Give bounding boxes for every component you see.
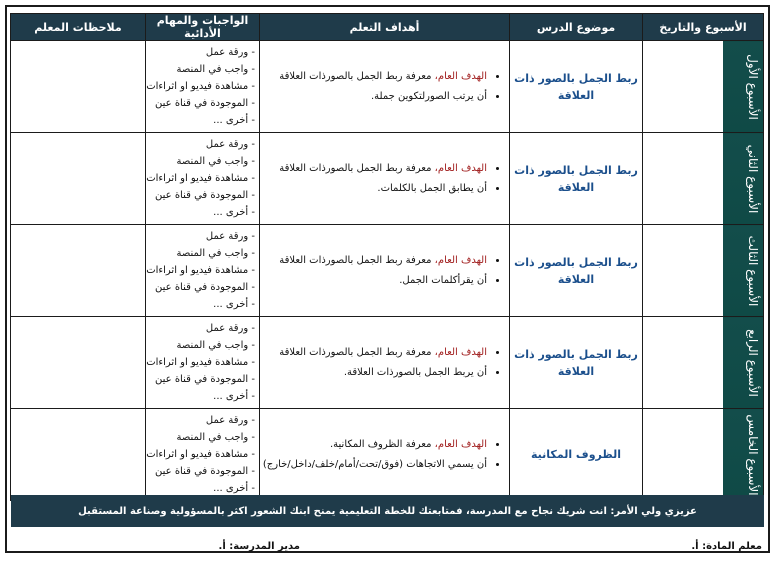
table-row bbox=[11, 409, 764, 501]
lesson-topic: ربط الجمل بالصور ذات العلاقة bbox=[510, 225, 643, 317]
goal-key-label: الهدف العام، bbox=[434, 162, 487, 174]
learning-goals bbox=[260, 133, 510, 225]
task-video: - مشاهدة فيديو او اثراءات bbox=[146, 446, 255, 463]
goals-list bbox=[260, 159, 509, 199]
week-label: الأسبوع الثالث bbox=[746, 235, 760, 306]
tasks-cell bbox=[146, 41, 260, 133]
goal-second: • أن يسمي الاتجاهات (فوق/تحت/أمام/خلف/داخل/خارج) bbox=[260, 455, 487, 475]
task-platform: - واجب في المنصة bbox=[146, 61, 255, 78]
goal-main bbox=[260, 435, 487, 455]
task-video: - مشاهدة فيديو او اثراءات bbox=[146, 262, 255, 279]
goals-list bbox=[260, 435, 509, 475]
task-ain-channel: - الموجودة في قناة عين bbox=[146, 371, 255, 388]
week-cell-strip bbox=[643, 225, 723, 316]
lesson-topic: الظروف المكانية bbox=[510, 409, 643, 501]
week-cell bbox=[643, 409, 764, 501]
goals-list bbox=[260, 67, 509, 107]
task-platform: - واجب في المنصة bbox=[146, 337, 255, 354]
task-platform: - واجب في المنصة bbox=[146, 245, 255, 262]
table-row bbox=[11, 317, 764, 409]
task-video: - مشاهدة فيديو او اثراءات bbox=[146, 170, 255, 187]
lesson-topic: ربط الجمل بالصور ذات العلاقة bbox=[510, 317, 643, 409]
header-week: الأسبوع والتاريخ bbox=[643, 14, 764, 41]
task-other: - أخرى ... bbox=[146, 480, 255, 497]
goal-key-label: الهدف العام، bbox=[434, 438, 487, 450]
tasks-list bbox=[146, 228, 259, 313]
task-other: - أخرى ... bbox=[146, 112, 255, 129]
week-cell-strip bbox=[643, 41, 723, 132]
weekly-plan-table bbox=[10, 13, 764, 501]
week-label: الأسبوع الأول bbox=[746, 53, 760, 120]
week-cell bbox=[643, 317, 764, 409]
header-row bbox=[11, 14, 764, 41]
week-cell bbox=[643, 225, 764, 317]
weekly-plan-page bbox=[5, 5, 770, 553]
learning-goals bbox=[260, 317, 510, 409]
teacher-notes-cell[interactable] bbox=[11, 409, 146, 501]
task-ain-channel: - الموجودة في قناة عين bbox=[146, 95, 255, 112]
learning-goals bbox=[260, 409, 510, 501]
learning-goals bbox=[260, 225, 510, 317]
task-video: - مشاهدة فيديو او اثراءات bbox=[146, 78, 255, 95]
task-platform: - واجب في المنصة bbox=[146, 429, 255, 446]
subject-teacher-label: معلم المادة: أ. bbox=[691, 541, 762, 552]
goal-main bbox=[260, 343, 487, 363]
week-label: الأسبوع الرابع bbox=[746, 328, 760, 397]
goal-second: • أن يربط الجمل بالصورذات العلاقة. bbox=[260, 363, 487, 383]
task-ain-channel: - الموجودة في قناة عين bbox=[146, 463, 255, 480]
task-ain-channel: - الموجودة في قناة عين bbox=[146, 279, 255, 296]
goals-list bbox=[260, 343, 509, 383]
week-cell-strip bbox=[643, 409, 723, 500]
header-topic: موضوع الدرس bbox=[510, 14, 643, 41]
goal-second: • أن يرتب الصورلتكوين جملة. bbox=[260, 87, 487, 107]
header-goals: أهداف التعلم bbox=[260, 14, 510, 41]
tasks-list bbox=[146, 412, 259, 497]
goal-main bbox=[260, 251, 487, 271]
week-cell-strip bbox=[643, 317, 723, 408]
teacher-notes-cell[interactable] bbox=[11, 41, 146, 133]
goal-main-text: معرفة ربط الجمل بالصورذات العلاقة bbox=[279, 70, 432, 82]
teacher-notes-cell[interactable] bbox=[11, 133, 146, 225]
goals-list bbox=[260, 251, 509, 291]
tasks-list bbox=[146, 320, 259, 405]
lesson-topic: ربط الجمل بالصور ذات العلاقة bbox=[510, 41, 643, 133]
week-label: الأسبوع الخامس bbox=[746, 413, 760, 496]
goal-second: • أن يطابق الجمل بالكلمات. bbox=[260, 179, 487, 199]
task-other: - أخرى ... bbox=[146, 296, 255, 313]
goal-main-text: معرفة الظروف المكانية. bbox=[330, 438, 432, 450]
learning-goals bbox=[260, 41, 510, 133]
goal-main-text: معرفة ربط الجمل بالصورذات العلاقة bbox=[279, 162, 432, 174]
tasks-cell bbox=[146, 317, 260, 409]
goal-main bbox=[260, 67, 487, 87]
week-cell bbox=[643, 41, 764, 133]
table-row bbox=[11, 41, 764, 133]
week-cell bbox=[643, 133, 764, 225]
goal-second: • أن يقرأكلمات الجمل. bbox=[260, 271, 487, 291]
task-video: - مشاهدة فيديو او اثراءات bbox=[146, 354, 255, 371]
goal-main-text: معرفة ربط الجمل بالصورذات العلاقة bbox=[279, 346, 432, 358]
header-notes: ملاحظات المعلم bbox=[11, 14, 146, 41]
task-worksheet: - ورقة عمل bbox=[146, 44, 255, 61]
goal-key-label: الهدف العام، bbox=[434, 70, 487, 82]
week-label: الأسبوع الثاني bbox=[746, 144, 760, 213]
week-cell-strip bbox=[643, 133, 723, 224]
tasks-cell bbox=[146, 409, 260, 501]
tasks-list bbox=[146, 136, 259, 221]
task-ain-channel: - الموجودة في قناة عين bbox=[146, 187, 255, 204]
school-principal-label: مدير المدرسة: أ. bbox=[218, 541, 300, 552]
tasks-cell bbox=[146, 225, 260, 317]
goal-key-label: الهدف العام، bbox=[434, 346, 487, 358]
task-other: - أخرى ... bbox=[146, 204, 255, 221]
goal-main bbox=[260, 159, 487, 179]
table-row bbox=[11, 133, 764, 225]
table-row bbox=[11, 225, 764, 317]
teacher-notes-cell[interactable] bbox=[11, 225, 146, 317]
goal-key-label: الهدف العام، bbox=[434, 254, 487, 266]
task-worksheet: - ورقة عمل bbox=[146, 412, 255, 429]
task-other: - أخرى ... bbox=[146, 388, 255, 405]
task-platform: - واجب في المنصة bbox=[146, 153, 255, 170]
task-worksheet: - ورقة عمل bbox=[146, 136, 255, 153]
parent-message-banner: عزيزي ولي الأمر: انت شريك نجاح مع المدرسة، فمتابعتك للخطة التعليمية يمنح ابنك الشعور اكثر بالمسؤولية وصناعة المستقبل bbox=[11, 495, 764, 527]
teacher-notes-cell[interactable] bbox=[11, 317, 146, 409]
lesson-topic: ربط الجمل بالصور ذات العلاقة bbox=[510, 133, 643, 225]
tasks-list bbox=[146, 44, 259, 129]
task-worksheet: - ورقة عمل bbox=[146, 320, 255, 337]
task-worksheet: - ورقة عمل bbox=[146, 228, 255, 245]
header-tasks: الواجبات والمهام الأدائية bbox=[146, 14, 260, 41]
goal-main-text: معرفة ربط الجمل بالصورذات العلاقة bbox=[279, 254, 432, 266]
tasks-cell bbox=[146, 133, 260, 225]
